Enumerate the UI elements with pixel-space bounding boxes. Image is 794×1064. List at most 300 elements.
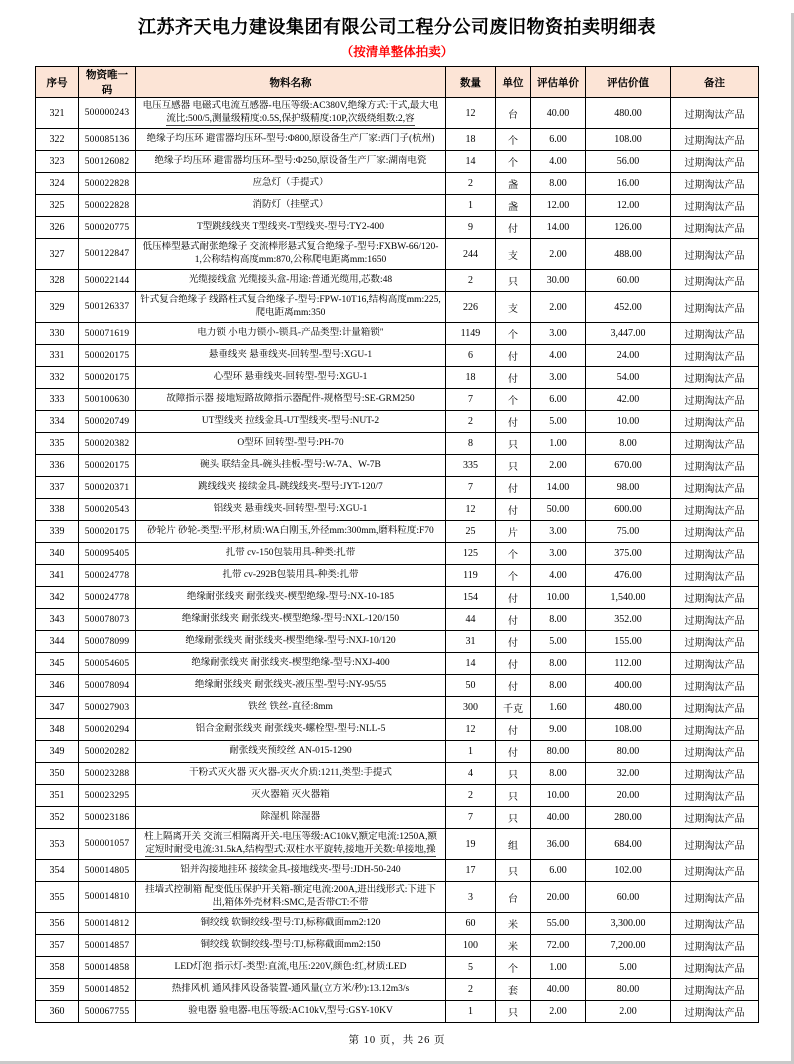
table-row	[36, 675, 759, 697]
cell-unit: 付	[496, 631, 531, 653]
cell-material-code: 500020294	[79, 719, 136, 741]
cell-serial-number: 349	[36, 741, 79, 763]
cell-unit: 付	[496, 653, 531, 675]
cell-quantity: 14	[446, 151, 496, 173]
cell-assessed-value: 80.00	[586, 741, 671, 763]
cell-assessed-unit-price: 20.00	[531, 882, 586, 913]
cell-assessed-value: 75.00	[586, 521, 671, 543]
cell-unit: 支	[496, 292, 531, 323]
cell-remarks: 过期淘汰产品	[671, 292, 759, 323]
cell-unit: 付	[496, 499, 531, 521]
cell-material-code: 500014812	[79, 913, 136, 935]
table-row	[36, 195, 759, 217]
cell-quantity: 154	[446, 587, 496, 609]
cell-unit: 付	[496, 367, 531, 389]
cell-unit: 只	[496, 763, 531, 785]
header-assessed-value: 评估价值	[586, 67, 671, 98]
cell-unit: 只	[496, 270, 531, 292]
cell-remarks: 过期淘汰产品	[671, 979, 759, 1001]
table-row	[36, 389, 759, 411]
cell-material-code: 500067755	[79, 1001, 136, 1023]
cell-serial-number: 357	[36, 935, 79, 957]
cell-material-name: 铜绞线 软铜绞线-型号:TJ,标称截面mm2:120	[136, 913, 446, 935]
table-row	[36, 807, 759, 829]
cell-unit: 台	[496, 98, 531, 129]
cell-remarks: 过期淘汰产品	[671, 631, 759, 653]
cell-serial-number: 348	[36, 719, 79, 741]
cell-unit: 付	[496, 741, 531, 763]
cell-quantity: 2	[446, 173, 496, 195]
cell-remarks: 过期淘汰产品	[671, 389, 759, 411]
cell-unit: 付	[496, 609, 531, 631]
cell-material-name: 绝缘耐张线夹 耐张线夹-楔型绝缘-型号:NX-10-185	[136, 587, 446, 609]
cell-material-code: 500014810	[79, 882, 136, 913]
table-row	[36, 1001, 759, 1023]
cell-quantity: 226	[446, 292, 496, 323]
cell-quantity: 1	[446, 195, 496, 217]
cell-unit: 付	[496, 719, 531, 741]
cell-material-name: 铁丝 铁丝-直径:8mm	[136, 697, 446, 719]
cell-material-name: 扎带 cv-292B包装用具-种类:扎带	[136, 565, 446, 587]
cell-unit: 个	[496, 957, 531, 979]
cell-unit: 只	[496, 807, 531, 829]
header-quantity: 数量	[446, 67, 496, 98]
table-row	[36, 499, 759, 521]
cell-assessed-value: 54.00	[586, 367, 671, 389]
cell-material-code: 500022144	[79, 270, 136, 292]
cell-remarks: 过期淘汰产品	[671, 763, 759, 785]
page-title: 江苏齐天电力建设集团有限公司工程分公司废旧物资拍卖明细表	[138, 17, 656, 37]
table-row	[36, 521, 759, 543]
cell-remarks: 过期淘汰产品	[671, 697, 759, 719]
cell-assessed-unit-price: 2.00	[531, 239, 586, 270]
cell-material-code: 500014805	[79, 860, 136, 882]
page-subtitle: （按清单整体拍卖）	[340, 45, 454, 59]
cell-remarks: 过期淘汰产品	[671, 565, 759, 587]
cell-serial-number: 345	[36, 653, 79, 675]
cell-unit: 支	[496, 239, 531, 270]
cell-assessed-value: 600.00	[586, 499, 671, 521]
cell-quantity: 4	[446, 763, 496, 785]
table-row	[36, 173, 759, 195]
cell-serial-number: 343	[36, 609, 79, 631]
cell-material-name: O型环 回转型-型号:PH-70	[136, 433, 446, 455]
cell-unit: 个	[496, 565, 531, 587]
cell-assessed-value: 16.00	[586, 173, 671, 195]
cell-assessed-unit-price: 3.00	[531, 367, 586, 389]
cell-unit: 付	[496, 477, 531, 499]
cell-serial-number: 344	[36, 631, 79, 653]
table-row	[36, 882, 759, 913]
cell-quantity: 3	[446, 882, 496, 913]
cell-assessed-unit-price: 4.00	[531, 345, 586, 367]
cell-unit: 付	[496, 587, 531, 609]
cell-remarks: 过期淘汰产品	[671, 1001, 759, 1023]
cell-material-code: 500078099	[79, 631, 136, 653]
table-row	[36, 151, 759, 173]
cell-assessed-value: 280.00	[586, 807, 671, 829]
cell-assessed-value: 42.00	[586, 389, 671, 411]
cell-remarks: 过期淘汰产品	[671, 653, 759, 675]
table-row	[36, 829, 759, 860]
cell-unit: 米	[496, 913, 531, 935]
cell-assessed-value: 7,200.00	[586, 935, 671, 957]
cell-serial-number: 336	[36, 455, 79, 477]
cell-remarks: 过期淘汰产品	[671, 543, 759, 565]
cell-material-name: 绝缘子均压环 避雷器均压环-型号:Φ800,原设备生产厂家:西门子(杭州)	[136, 129, 446, 151]
cell-assessed-value: 108.00	[586, 129, 671, 151]
cell-unit: 片	[496, 521, 531, 543]
cell-serial-number: 334	[36, 411, 79, 433]
table-row	[36, 609, 759, 631]
cell-material-code: 500020749	[79, 411, 136, 433]
cell-remarks: 过期淘汰产品	[671, 609, 759, 631]
cell-assessed-unit-price: 6.00	[531, 860, 586, 882]
cell-material-code: 500023295	[79, 785, 136, 807]
cell-material-name: 挂墙式控制箱 配变低压保护开关箱-额定电流:200A,进出线形式:下进下 出,箱体外壳材料:SMC,是否带CT:不带	[136, 882, 446, 913]
cell-serial-number: 347	[36, 697, 79, 719]
cell-remarks: 过期淘汰产品	[671, 935, 759, 957]
cell-assessed-value: 24.00	[586, 345, 671, 367]
cell-material-code: 500100630	[79, 389, 136, 411]
cell-quantity: 12	[446, 98, 496, 129]
cell-assessed-value: 60.00	[586, 270, 671, 292]
cell-quantity: 2	[446, 411, 496, 433]
table-row	[36, 543, 759, 565]
cell-serial-number: 328	[36, 270, 79, 292]
cell-material-name: 绝缘耐张线夹 耐张线夹-楔型绝缘-型号:NXL-120/150	[136, 609, 446, 631]
cell-serial-number: 335	[36, 433, 79, 455]
cell-material-name: 低压棒型悬式耐张绝缘子 交流棒形悬式复合绝缘子-型号:FXBW-66/120- 1,公称结构高度mm:870,公称爬电距离mm:1650	[136, 239, 446, 270]
cell-unit: 盏	[496, 173, 531, 195]
cell-assessed-unit-price: 50.00	[531, 499, 586, 521]
cell-material-code: 500027903	[79, 697, 136, 719]
table-row	[36, 935, 759, 957]
cell-assessed-value: 32.00	[586, 763, 671, 785]
cell-quantity: 7	[446, 477, 496, 499]
cell-material-code: 500022828	[79, 173, 136, 195]
table-row	[36, 217, 759, 239]
cell-remarks: 过期淘汰产品	[671, 499, 759, 521]
header-material-code: 物资唯一码	[79, 67, 136, 98]
cell-quantity: 14	[446, 653, 496, 675]
cell-assessed-value: 80.00	[586, 979, 671, 1001]
cell-serial-number: 322	[36, 129, 79, 151]
cell-remarks: 过期淘汰产品	[671, 323, 759, 345]
cell-assessed-unit-price: 8.00	[531, 173, 586, 195]
cell-quantity: 2	[446, 979, 496, 1001]
cell-serial-number: 333	[36, 389, 79, 411]
cell-remarks: 过期淘汰产品	[671, 98, 759, 129]
cell-quantity: 17	[446, 860, 496, 882]
cell-material-name: 灭火器箱 灭火器箱	[136, 785, 446, 807]
cell-unit: 千克	[496, 697, 531, 719]
cell-assessed-unit-price: 4.00	[531, 151, 586, 173]
cell-unit: 套	[496, 979, 531, 1001]
cell-remarks: 过期淘汰产品	[671, 913, 759, 935]
cell-quantity: 300	[446, 697, 496, 719]
cell-assessed-unit-price: 12.00	[531, 195, 586, 217]
cell-material-name: 绝缘耐张线夹 耐张线夹-液压型-型号:NY-95/55	[136, 675, 446, 697]
cell-material-code: 500014857	[79, 935, 136, 957]
cell-material-code: 500020175	[79, 367, 136, 389]
cell-assessed-unit-price: 55.00	[531, 913, 586, 935]
cell-serial-number: 326	[36, 217, 79, 239]
cell-assessed-unit-price: 2.00	[531, 455, 586, 477]
cell-assessed-unit-price: 3.00	[531, 543, 586, 565]
cell-material-name: 电压互感器 电磁式电流互感器-电压等级:AC380V,绝缘方式:干式,最大电 流比:500/5,测量级精度:0.5S,保护级精度:10P,次级绕组数:2,容	[136, 98, 446, 129]
cell-quantity: 12	[446, 499, 496, 521]
cell-unit: 只	[496, 433, 531, 455]
cell-serial-number: 352	[36, 807, 79, 829]
cell-remarks: 过期淘汰产品	[671, 239, 759, 270]
cell-remarks: 过期淘汰产品	[671, 455, 759, 477]
table-body	[36, 98, 759, 1023]
table-row	[36, 323, 759, 345]
cell-material-name: 心型环 悬垂线夹-回转型-型号:XGU-1	[136, 367, 446, 389]
cell-quantity: 244	[446, 239, 496, 270]
cell-material-name: 耐张线夹预绞丝 AN-015-1290	[136, 741, 446, 763]
cell-assessed-unit-price: 8.00	[531, 609, 586, 631]
cell-quantity: 6	[446, 345, 496, 367]
cell-serial-number: 332	[36, 367, 79, 389]
cell-serial-number: 354	[36, 860, 79, 882]
cell-material-name: 铝线夹 悬垂线夹-回转型-型号:XGU-1	[136, 499, 446, 521]
cell-quantity: 1	[446, 741, 496, 763]
cell-material-code: 500023288	[79, 763, 136, 785]
cell-material-name: 干粉式灭火器 灭火器-灭火介质:1211,类型:手提式	[136, 763, 446, 785]
cell-material-name: 跳线线夹 接续金具-跳线线夹-型号:JYT-120/7	[136, 477, 446, 499]
cell-assessed-unit-price: 14.00	[531, 217, 586, 239]
table-row	[36, 565, 759, 587]
cell-assessed-value: 3,300.00	[586, 913, 671, 935]
cell-assessed-value: 352.00	[586, 609, 671, 631]
cell-assessed-value: 8.00	[586, 433, 671, 455]
cell-assessed-unit-price: 1.00	[531, 957, 586, 979]
cell-remarks: 过期淘汰产品	[671, 957, 759, 979]
cell-remarks: 过期淘汰产品	[671, 675, 759, 697]
table-row	[36, 239, 759, 270]
header-remarks: 备注	[671, 67, 759, 98]
cell-material-code: 500024778	[79, 565, 136, 587]
cell-material-code: 500014852	[79, 979, 136, 1001]
cell-material-name: 柱上隔离开关 交流三相隔离开关-电压等级:AC10kV,额定电流:1250A,额 定短时耐受电流:31.5kA,结构型式:双柱水平旋转,接地开关数:单接地,操	[136, 829, 446, 860]
cell-material-name: 故障指示器 接地短路故障指示器配件-规格型号:SE-GRM250	[136, 389, 446, 411]
cell-assessed-unit-price: 14.00	[531, 477, 586, 499]
table-row	[36, 433, 759, 455]
cell-remarks: 过期淘汰产品	[671, 741, 759, 763]
cell-serial-number: 337	[36, 477, 79, 499]
cell-material-name: 绝缘子均压环 避雷器均压环-型号:Φ250,原设备生产厂家:湖南电瓷	[136, 151, 446, 173]
cell-material-name: 绝缘耐张线夹 耐张线夹-楔型绝缘-型号:NXJ-400	[136, 653, 446, 675]
cell-remarks: 过期淘汰产品	[671, 587, 759, 609]
cell-assessed-value: 20.00	[586, 785, 671, 807]
cell-assessed-value: 480.00	[586, 697, 671, 719]
cell-remarks: 过期淘汰产品	[671, 367, 759, 389]
table-row	[36, 741, 759, 763]
cell-quantity: 125	[446, 543, 496, 565]
cell-unit: 组	[496, 829, 531, 860]
cell-assessed-value: 476.00	[586, 565, 671, 587]
cell-assessed-unit-price: 40.00	[531, 807, 586, 829]
cell-remarks: 过期淘汰产品	[671, 521, 759, 543]
cell-serial-number: 324	[36, 173, 79, 195]
cell-unit: 只	[496, 860, 531, 882]
cell-quantity: 7	[446, 389, 496, 411]
cell-material-code: 500022828	[79, 195, 136, 217]
cell-material-name: 光缆接线盒 光缆接头盒-用途:普通光缆用,芯数:48	[136, 270, 446, 292]
cell-assessed-unit-price: 4.00	[531, 565, 586, 587]
cell-material-code: 500126082	[79, 151, 136, 173]
cell-quantity: 119	[446, 565, 496, 587]
cell-quantity: 5	[446, 957, 496, 979]
cell-material-name: 扎带 cv-150包装用具-种类:扎带	[136, 543, 446, 565]
cell-remarks: 过期淘汰产品	[671, 860, 759, 882]
cell-material-code: 500020382	[79, 433, 136, 455]
cell-material-name: LED灯泡 指示灯-类型:直流,电压:220V,颜色:红,材质:LED	[136, 957, 446, 979]
cell-material-name: 热排风机 通风排风设备装置-通风量(立方米/秒):13.12m3/s	[136, 979, 446, 1001]
cell-serial-number: 342	[36, 587, 79, 609]
cell-material-name: 除湿机 除湿器	[136, 807, 446, 829]
cell-assessed-value: 60.00	[586, 882, 671, 913]
cell-material-name: 悬垂线夹 悬垂线夹-回转型-型号:XGU-1	[136, 345, 446, 367]
cell-material-code: 500078094	[79, 675, 136, 697]
cell-material-name: UT型线夹 拉线金具-UT型线夹-型号:NUT-2	[136, 411, 446, 433]
cell-remarks: 过期淘汰产品	[671, 477, 759, 499]
cell-quantity: 1149	[446, 323, 496, 345]
table-row	[36, 719, 759, 741]
table-row	[36, 979, 759, 1001]
cell-quantity: 8	[446, 433, 496, 455]
table-row	[36, 129, 759, 151]
cell-remarks: 过期淘汰产品	[671, 217, 759, 239]
header-assessed-unit-price: 评估单价	[531, 67, 586, 98]
cell-assessed-unit-price: 40.00	[531, 98, 586, 129]
cell-assessed-unit-price: 2.00	[531, 1001, 586, 1023]
cell-assessed-value: 1,540.00	[586, 587, 671, 609]
cell-assessed-unit-price: 80.00	[531, 741, 586, 763]
cell-assessed-unit-price: 5.00	[531, 631, 586, 653]
cell-material-name: 应急灯（手提式）	[136, 173, 446, 195]
cell-remarks: 过期淘汰产品	[671, 411, 759, 433]
cell-unit: 米	[496, 935, 531, 957]
cell-assessed-value: 5.00	[586, 957, 671, 979]
cell-unit: 只	[496, 455, 531, 477]
cell-serial-number: 325	[36, 195, 79, 217]
cell-remarks: 过期淘汰产品	[671, 807, 759, 829]
cell-remarks: 过期淘汰产品	[671, 151, 759, 173]
cell-unit: 台	[496, 882, 531, 913]
cell-serial-number: 360	[36, 1001, 79, 1023]
cell-material-code: 500122847	[79, 239, 136, 270]
cell-unit: 付	[496, 675, 531, 697]
cell-quantity: 44	[446, 609, 496, 631]
cell-assessed-unit-price: 1.00	[531, 433, 586, 455]
cell-serial-number: 351	[36, 785, 79, 807]
cell-unit: 付	[496, 217, 531, 239]
cell-assessed-unit-price: 6.00	[531, 129, 586, 151]
table-row	[36, 292, 759, 323]
cell-material-code: 500020175	[79, 521, 136, 543]
cell-quantity: 12	[446, 719, 496, 741]
cell-serial-number: 358	[36, 957, 79, 979]
cell-remarks: 过期淘汰产品	[671, 270, 759, 292]
table-row	[36, 785, 759, 807]
cell-material-code: 500020543	[79, 499, 136, 521]
table-header	[36, 67, 759, 98]
table-row	[36, 477, 759, 499]
auction-items-table	[35, 66, 759, 1023]
cell-assessed-value: 98.00	[586, 477, 671, 499]
cell-material-code: 500020175	[79, 455, 136, 477]
cell-assessed-unit-price: 6.00	[531, 389, 586, 411]
cell-quantity: 60	[446, 913, 496, 935]
cell-assessed-unit-price: 36.00	[531, 829, 586, 860]
cell-assessed-unit-price: 3.00	[531, 521, 586, 543]
table-row	[36, 763, 759, 785]
table-row	[36, 455, 759, 477]
cell-assessed-value: 684.00	[586, 829, 671, 860]
cell-material-code: 500020175	[79, 345, 136, 367]
cell-material-code: 500085136	[79, 129, 136, 151]
cell-material-name: 绝缘耐张线夹 耐张线夹-楔型绝缘-型号:NXJ-10/120	[136, 631, 446, 653]
cell-material-code: 500020371	[79, 477, 136, 499]
cell-serial-number: 346	[36, 675, 79, 697]
cell-assessed-unit-price: 8.00	[531, 675, 586, 697]
cell-serial-number: 338	[36, 499, 79, 521]
cell-remarks: 过期淘汰产品	[671, 882, 759, 913]
cell-quantity: 19	[446, 829, 496, 860]
cell-unit: 个	[496, 543, 531, 565]
cell-assessed-value: 452.00	[586, 292, 671, 323]
cell-material-name: 电力锁 小电力锁小-锁具-产品类型:计量箱锁"	[136, 323, 446, 345]
cell-remarks: 过期淘汰产品	[671, 173, 759, 195]
cell-unit: 只	[496, 785, 531, 807]
table-header-row	[36, 67, 759, 98]
cell-assessed-unit-price: 72.00	[531, 935, 586, 957]
cell-assessed-value: 670.00	[586, 455, 671, 477]
cell-assessed-unit-price: 2.00	[531, 292, 586, 323]
cell-material-code: 500054605	[79, 653, 136, 675]
cell-assessed-value: 12.00	[586, 195, 671, 217]
cell-quantity: 31	[446, 631, 496, 653]
cell-serial-number: 356	[36, 913, 79, 935]
cell-serial-number: 323	[36, 151, 79, 173]
cell-material-name: 铝合金耐张线夹 耐张线夹-螺栓型-型号:NLL-5	[136, 719, 446, 741]
cell-assessed-value: 126.00	[586, 217, 671, 239]
header-material-name: 物料名称	[136, 67, 446, 98]
header-unit: 单位	[496, 67, 531, 98]
cell-assessed-value: 112.00	[586, 653, 671, 675]
cell-material-code: 500078073	[79, 609, 136, 631]
cell-serial-number: 329	[36, 292, 79, 323]
cell-remarks: 过期淘汰产品	[671, 785, 759, 807]
cell-quantity: 18	[446, 129, 496, 151]
cell-serial-number: 340	[36, 543, 79, 565]
table-row	[36, 860, 759, 882]
cell-unit: 个	[496, 323, 531, 345]
cell-unit: 只	[496, 1001, 531, 1023]
cell-material-name: 针式复合绝缘子 线路柱式复合绝缘子-型号:FPW-10T16,结构高度mm:225, 爬电距离mm:350	[136, 292, 446, 323]
cell-quantity: 50	[446, 675, 496, 697]
cell-assessed-unit-price: 8.00	[531, 763, 586, 785]
cell-assessed-value: 375.00	[586, 543, 671, 565]
cell-material-name: 消防灯（挂壁式）	[136, 195, 446, 217]
cell-quantity: 2	[446, 270, 496, 292]
table-row	[36, 913, 759, 935]
table-row	[36, 367, 759, 389]
cell-material-code: 500024778	[79, 587, 136, 609]
